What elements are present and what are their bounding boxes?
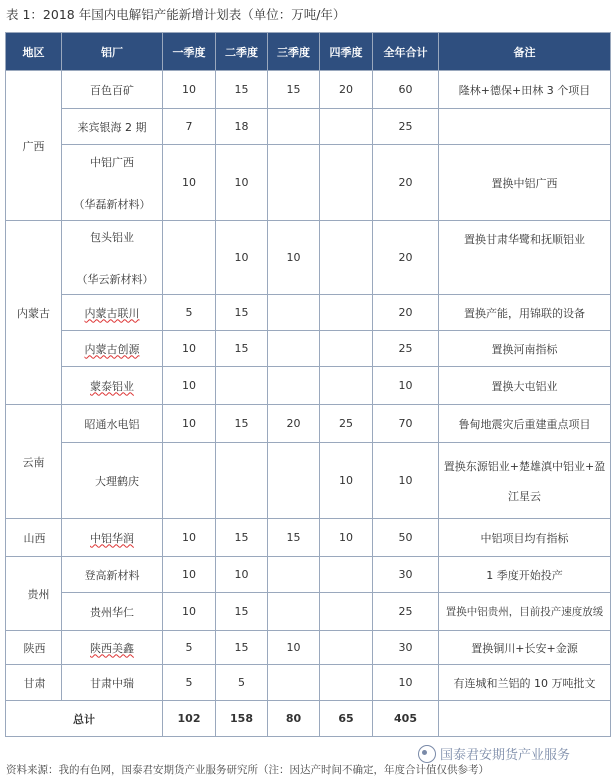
note-cell: 置换中铝贵州，目前投产速度放缓 — [439, 593, 611, 631]
plant-cell — [62, 331, 163, 367]
table-row — [6, 331, 611, 367]
plant-cell — [62, 631, 163, 665]
table-row — [6, 405, 611, 443]
note-cell — [439, 443, 611, 519]
table-row — [6, 665, 611, 701]
q2-cell: 5 — [216, 665, 268, 701]
q2-cell — [216, 443, 268, 519]
note-cell: 有连城和兰铝的 10 万吨批文 — [439, 665, 611, 701]
plant-name: 包头铝业 — [90, 230, 134, 244]
plant-cell: 来宾银海 2 期 — [62, 109, 163, 145]
q3-cell — [268, 557, 320, 593]
totals-label: 总计 — [6, 701, 163, 737]
plant-cell — [62, 295, 163, 331]
region-cell: 内蒙古 — [6, 221, 62, 405]
totals-q4: 65 — [320, 701, 373, 737]
q2-cell: 10 — [216, 221, 268, 295]
plant-cell: 贵州华仁 — [62, 593, 163, 631]
header-q4: 四季度 — [320, 33, 373, 71]
q3-cell: 10 — [268, 221, 320, 295]
q1-cell: 10 — [163, 519, 216, 557]
totals-total: 405 — [373, 701, 439, 737]
table-row — [6, 443, 611, 519]
totals-note — [439, 701, 611, 737]
q1-cell: 10 — [163, 405, 216, 443]
totals-row — [6, 701, 611, 737]
q4-cell — [320, 367, 373, 405]
plant-cell — [62, 221, 163, 295]
total-cell: 20 — [373, 221, 439, 295]
table-row — [6, 367, 611, 405]
total-cell: 30 — [373, 631, 439, 665]
q4-cell — [320, 331, 373, 367]
q1-cell: 10 — [163, 145, 216, 221]
table-row — [6, 593, 611, 631]
totals-q3: 80 — [268, 701, 320, 737]
header-q1: 一季度 — [163, 33, 216, 71]
q2-cell: 15 — [216, 519, 268, 557]
q2-cell: 15 — [216, 405, 268, 443]
plant-name: 中铝广西 — [90, 155, 134, 169]
q1-cell: 7 — [163, 109, 216, 145]
plant-cell: 登高新材料 — [62, 557, 163, 593]
region-cell: 山西 — [6, 519, 62, 557]
note-cell: 置换河南指标 — [439, 331, 611, 367]
q3-cell — [268, 295, 320, 331]
note-line: 置换东源铝业+楚雄滇中铝业+盈 — [443, 459, 606, 473]
note-cell: 置换甘肃华鹭和抚顺铝业 — [439, 221, 611, 295]
q3-cell: 15 — [268, 71, 320, 109]
table-row — [6, 557, 611, 593]
q4-cell: 25 — [320, 405, 373, 443]
total-cell: 50 — [373, 519, 439, 557]
note-cell: 鲁甸地震灾后重建重点项目 — [439, 405, 611, 443]
table-row — [6, 145, 611, 221]
table-row — [6, 71, 611, 109]
plant-name: 内蒙古联川 — [84, 306, 140, 320]
totals-q1: 102 — [163, 701, 216, 737]
region-cell: 甘肃 — [6, 665, 62, 701]
watermark-text: 国泰君安期货产业服务 — [440, 748, 571, 763]
q4-cell: 10 — [320, 519, 373, 557]
q4-cell — [320, 109, 373, 145]
header-q3: 三季度 — [268, 33, 320, 71]
q1-cell: 10 — [163, 331, 216, 367]
q2-cell: 15 — [216, 295, 268, 331]
total-cell: 25 — [373, 593, 439, 631]
note-line: 江星云 — [508, 489, 541, 503]
q4-cell — [320, 631, 373, 665]
q1-cell — [163, 221, 216, 295]
total-cell: 10 — [373, 443, 439, 519]
total-cell: 70 — [373, 405, 439, 443]
q2-cell: 18 — [216, 109, 268, 145]
plant-name: 内蒙古创源 — [84, 342, 140, 356]
total-cell: 25 — [373, 109, 439, 145]
note-cell: 中铝项目均有指标 — [439, 519, 611, 557]
plant-cell: 昭通水电铝 — [62, 405, 163, 443]
q3-cell — [268, 367, 320, 405]
q3-cell: 10 — [268, 631, 320, 665]
q4-cell — [320, 221, 373, 295]
totals-q2: 158 — [216, 701, 268, 737]
q3-cell — [268, 593, 320, 631]
q1-cell: 10 — [163, 367, 216, 405]
total-cell: 20 — [373, 295, 439, 331]
q2-cell: 15 — [216, 593, 268, 631]
q3-cell — [268, 109, 320, 145]
q2-cell: 10 — [216, 557, 268, 593]
q1-cell: 10 — [163, 557, 216, 593]
source-note: 资料来源：我的有色网，国泰君安期货产业服务研究所（注：因达产时间不确定，年度合计值仅供参考） — [6, 764, 489, 776]
q2-cell: 15 — [216, 631, 268, 665]
q1-cell: 5 — [163, 631, 216, 665]
plant-cell — [62, 367, 163, 405]
q4-cell — [320, 295, 373, 331]
table-title: 表 1：2018 年国内电解铝产能新增计划表（单位：万吨/年） — [6, 7, 346, 22]
wechat-logo-icon — [418, 745, 436, 763]
note-cell: 置换产能，用锦联的设备 — [439, 295, 611, 331]
q3-cell — [268, 665, 320, 701]
table-row — [6, 631, 611, 665]
q1-cell — [163, 443, 216, 519]
plant-name: 陕西美鑫 — [90, 641, 134, 655]
q4-cell — [320, 557, 373, 593]
q4-cell: 10 — [320, 443, 373, 519]
header-row — [6, 33, 611, 71]
header-region: 地区 — [6, 33, 62, 71]
plant-subname: （华磊新材料） — [73, 197, 151, 211]
q1-cell: 5 — [163, 295, 216, 331]
plant-name: 中铝华润 — [90, 531, 134, 545]
capacity-table — [5, 32, 611, 737]
q4-cell — [320, 145, 373, 221]
table-row — [6, 109, 611, 145]
plant-cell: 百色百矿 — [62, 71, 163, 109]
region-cell: 云南 — [6, 405, 62, 519]
header-note: 备注 — [439, 33, 611, 71]
q4-cell — [320, 593, 373, 631]
q3-cell: 20 — [268, 405, 320, 443]
total-cell: 10 — [373, 665, 439, 701]
note-cell: 1 季度开始投产 — [439, 557, 611, 593]
total-cell: 20 — [373, 145, 439, 221]
plant-cell: 大理鹤庆 — [62, 443, 163, 519]
region-cell: 贵州 — [6, 557, 62, 631]
q4-cell: 20 — [320, 71, 373, 109]
header-total: 全年合计 — [373, 33, 439, 71]
q2-cell — [216, 367, 268, 405]
q3-cell — [268, 145, 320, 221]
total-cell: 25 — [373, 331, 439, 367]
q1-cell: 10 — [163, 593, 216, 631]
q4-cell — [320, 665, 373, 701]
plant-cell: 甘肃中瑞 — [62, 665, 163, 701]
note-cell — [439, 109, 611, 145]
q2-cell: 15 — [216, 71, 268, 109]
table-row — [6, 295, 611, 331]
note-cell: 置换大屯铝业 — [439, 367, 611, 405]
q1-cell: 5 — [163, 665, 216, 701]
plant-subname: （华云新材料） — [76, 272, 154, 286]
q3-cell — [268, 443, 320, 519]
total-cell: 10 — [373, 367, 439, 405]
header-q2: 二季度 — [216, 33, 268, 71]
q3-cell — [268, 331, 320, 367]
plant-name: 蒙泰铝业 — [90, 379, 134, 393]
table-row — [6, 221, 611, 295]
q3-cell: 15 — [268, 519, 320, 557]
q2-cell: 10 — [216, 145, 268, 221]
q1-cell: 10 — [163, 71, 216, 109]
note-cell: 隆林+德保+田林 3 个项目 — [439, 71, 611, 109]
region-cell: 广西 — [6, 71, 62, 221]
plant-cell — [62, 145, 163, 221]
watermark — [418, 744, 570, 763]
total-cell: 30 — [373, 557, 439, 593]
q2-cell: 15 — [216, 331, 268, 367]
header-plant: 铝厂 — [62, 33, 163, 71]
plant-cell — [62, 519, 163, 557]
region-cell: 陕西 — [6, 631, 62, 665]
note-cell: 置换中铝广西 — [439, 145, 611, 221]
note-cell: 置换铜川+长安+金源 — [439, 631, 611, 665]
total-cell: 60 — [373, 71, 439, 109]
table-row — [6, 519, 611, 557]
